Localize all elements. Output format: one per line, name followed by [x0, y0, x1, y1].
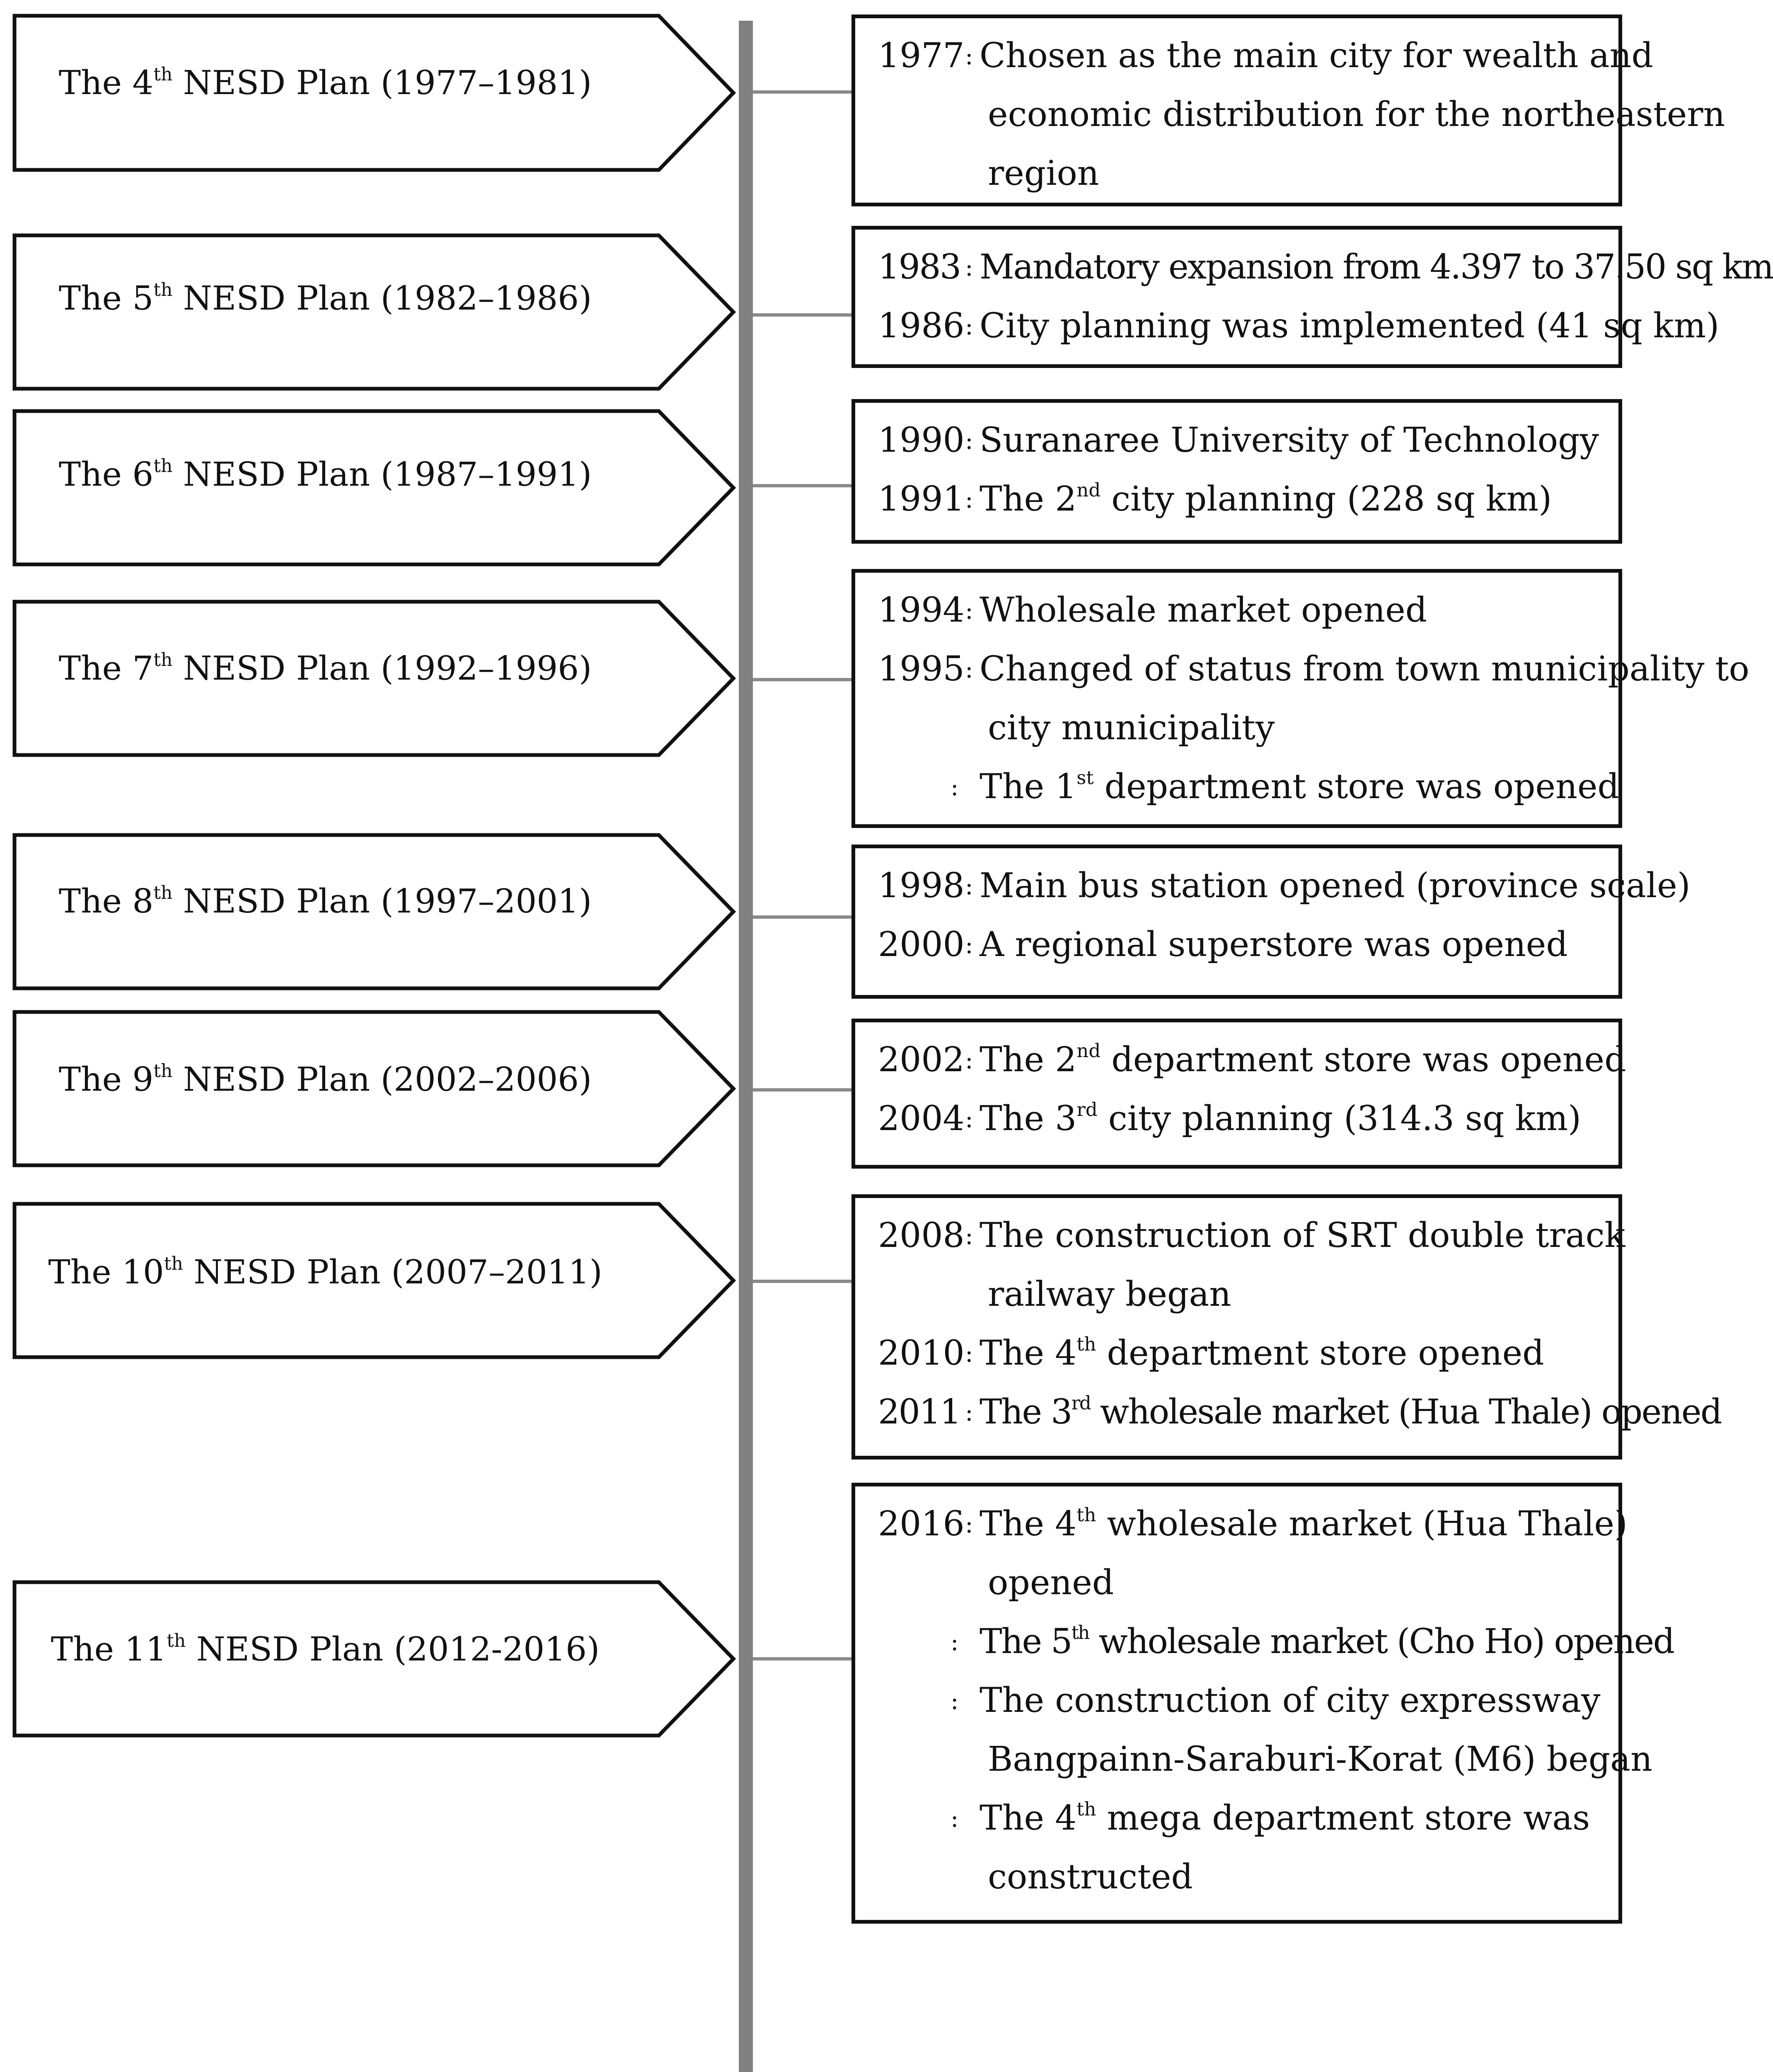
event-separator: : [965, 655, 973, 683]
event-line [855, 699, 1618, 758]
event-separator: : [965, 1510, 973, 1538]
plan-label: The 9th NESD Plan (2002–2006) [58, 1060, 592, 1099]
plan-label: The 8th NESD Plan (1997–2001) [58, 882, 592, 920]
plan-label: The 6th NESD Plan (1987–1991) [58, 455, 592, 494]
event-text: railway began [988, 1275, 1231, 1314]
event-line [855, 1089, 1618, 1148]
event-year: 1983 [878, 247, 960, 287]
event-year: 2016 [878, 1504, 965, 1544]
event-text: Changed of status from town municipality to [980, 649, 1749, 689]
event-text: Wholesale market opened [980, 591, 1427, 630]
event-line [855, 1789, 1618, 1848]
event-separator: : [965, 426, 973, 455]
event-year: 2011 [878, 1392, 960, 1432]
event-text: opened [988, 1563, 1114, 1602]
event-text: The 4th wholesale market (Hua Thale) [980, 1504, 1628, 1544]
event-line [855, 85, 1725, 144]
event-line [855, 1495, 1628, 1554]
event-text: Chosen as the main city for wealth and [980, 36, 1653, 75]
plan-label: The 7th NESD Plan (1992–1996) [58, 649, 592, 687]
event-year: 2002 [878, 1040, 965, 1080]
event-text: region [988, 154, 1099, 193]
event-box [851, 226, 1773, 368]
event-separator: : [965, 1398, 972, 1426]
event-line [855, 1848, 1618, 1907]
event-line [855, 144, 1618, 203]
event-text: The 4th mega department store was [980, 1798, 1590, 1838]
event-separator: : [951, 1804, 959, 1832]
event-text: constructed [988, 1857, 1193, 1897]
event-year: 1986 [878, 306, 965, 346]
event-line [855, 1265, 1618, 1324]
event-box [851, 15, 1725, 206]
event-text: The 4th department store opened [980, 1333, 1544, 1373]
event-text: The 3rd city planning (314.3 sq km) [980, 1099, 1581, 1138]
event-line [855, 915, 1618, 974]
event-separator: : [965, 312, 973, 340]
event-text: The 3rd wholesale market (Hua Thale) opened [980, 1392, 1721, 1432]
event-year: 2010 [878, 1334, 965, 1373]
event-separator: : [965, 1339, 973, 1368]
event-separator: : [965, 931, 973, 959]
event-separator: : [951, 1687, 959, 1715]
event-line [855, 238, 1773, 297]
event-text: A regional superstore was opened [980, 925, 1568, 964]
event-separator: : [951, 1628, 958, 1656]
event-text: City planning was implemented (41 sq km) [980, 306, 1720, 346]
event-separator: : [965, 872, 973, 900]
event-separator: : [951, 773, 959, 801]
event-text: Main bus station opened (province scale) [980, 866, 1691, 905]
event-separator: : [965, 253, 972, 281]
event-text: city municipality [988, 708, 1275, 748]
event-box [851, 569, 1749, 828]
event-text: The construction of SRT double track [980, 1216, 1625, 1255]
event-year: 1998 [878, 866, 965, 905]
event-separator: : [965, 42, 973, 70]
event-text: The 2nd city planning (228 sq km) [980, 479, 1552, 519]
event-separator: : [965, 1222, 973, 1250]
event-line [855, 411, 1618, 470]
event-line [855, 1031, 1626, 1089]
event-line [855, 1206, 1625, 1265]
event-text: Suranaree University of Technology [980, 421, 1599, 460]
event-line [855, 1554, 1618, 1612]
event-line [855, 297, 1720, 356]
event-box [851, 845, 1691, 999]
event-year: 1977 [878, 36, 965, 75]
event-text: Mandatory expansion from 4.397 to 37.50 sq km [980, 247, 1773, 287]
event-box [851, 399, 1622, 544]
event-box [851, 1483, 1674, 1924]
event-text: economic distribution for the northeastern [988, 95, 1725, 134]
event-year: 1991 [878, 479, 965, 519]
event-year: 1995 [878, 649, 965, 689]
plan-label: The 11th NESD Plan (2012-2016) [51, 1630, 600, 1668]
event-year: 2008 [878, 1216, 965, 1255]
event-line [855, 1324, 1618, 1383]
plan-label: The 4th NESD Plan (1977–1981) [58, 63, 592, 102]
event-line [855, 1383, 1721, 1442]
event-text: The 2nd department store was opened [980, 1040, 1626, 1080]
event-text: Bangpainn-Saraburi-Korat (M6) began [988, 1740, 1652, 1779]
plan-label: The 10th NESD Plan (2007–2011) [48, 1253, 602, 1291]
event-year: 1990 [878, 421, 965, 460]
event-year: 2000 [878, 925, 965, 964]
timeline-axis [739, 21, 753, 2072]
event-text: The construction of city expressway [980, 1681, 1601, 1720]
event-text: The 5th wholesale market (Cho Ho) opened [980, 1622, 1674, 1661]
event-text: The 1st department store was opened [980, 767, 1619, 806]
event-line [855, 470, 1618, 529]
event-line [855, 1730, 1652, 1789]
event-year: 1994 [878, 591, 965, 630]
event-separator: : [965, 596, 973, 625]
event-line [855, 581, 1618, 640]
event-box [851, 1019, 1626, 1169]
event-line [855, 758, 1618, 816]
event-line [855, 27, 1653, 85]
event-line [855, 1612, 1674, 1671]
plan-label: The 5th NESD Plan (1982–1986) [58, 279, 592, 317]
event-separator: : [965, 485, 973, 513]
event-line [855, 1671, 1618, 1730]
event-box [851, 1194, 1721, 1460]
event-line [855, 640, 1749, 699]
event-separator: : [965, 1105, 973, 1133]
event-separator: : [965, 1046, 973, 1074]
event-line [855, 857, 1691, 915]
event-year: 2004 [878, 1099, 965, 1138]
